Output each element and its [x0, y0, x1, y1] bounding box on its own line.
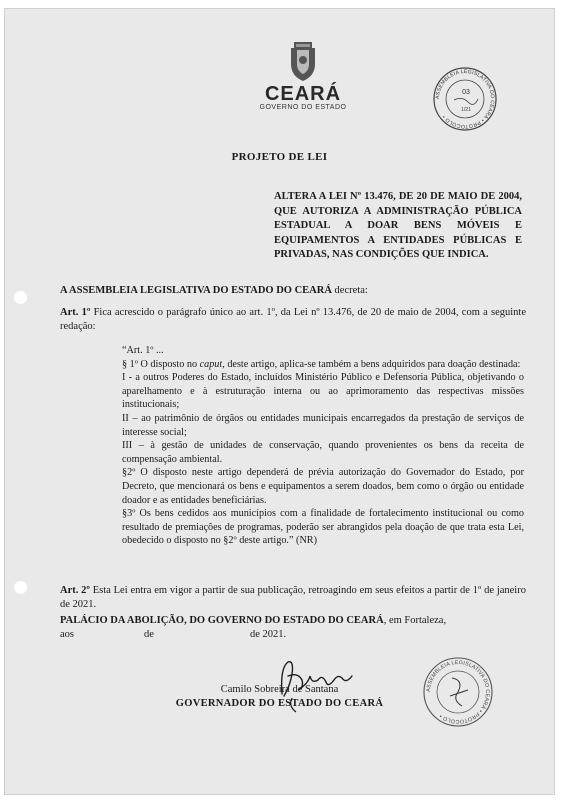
paragraph-3: §3º Os bens cedidos aos municípios com a finalidade de fortalecimento institucional ou como resultado de premiações de programas, poderão ser abrangidos pela doação de que trata esta Lei, obedecido o disposto no §2º deste artigo.” (NR) — [122, 508, 524, 547]
closing-bold: PALÁCIO DA ABOLIÇÃO, DO GOVERNO DO ESTADO DO CEARÁ — [60, 615, 384, 626]
svg-text:ASSEMBLEIA LEGISLATIVA DO CEAR — [435, 69, 495, 129]
article-1-text: Fica acrescido o parágrafo único ao art. 1º, da Lei nº 13.476, de 20 de maio de 2004, com a seguinte redação: — [60, 307, 526, 332]
closing — [60, 614, 526, 628]
stamp-year-mark: 1/21 — [461, 107, 471, 113]
article-2-text: Esta Lei entra em vigor a partir de sua publicação, retroagindo em seus efeitos a partir de 1º de janeiro de 2021. — [60, 585, 526, 610]
logo-name: CEARÁ — [264, 83, 342, 105]
punch-hole — [14, 581, 27, 594]
paragraph-1-b: , deste artigo, aplica-se também a bens adquiridos para doação destinada: — [222, 358, 521, 370]
article-1-label: Art. 1º — [60, 307, 91, 318]
paragraph-1-a: § 1º O disposto no — [122, 358, 200, 370]
paragraph-1-italic: caput — [199, 358, 223, 370]
preamble-rest: decreta: — [331, 285, 368, 296]
punch-hole — [14, 291, 27, 304]
logo-subtitle: GOVERNO DO ESTADO — [259, 104, 347, 111]
quoted-amendment — [122, 344, 524, 548]
article-2-label: Art. 2º — [60, 585, 90, 596]
stamp-bottom-ring-text: ASSEMBLEIA LEGISLATIVA DO CEARÁ • PROTOCOLO • — [425, 659, 491, 725]
ceara-logo — [258, 38, 348, 111]
ementa: ALTERA A LEI Nº 13.476, DE 20 DE MAIO DE 2004, QUE AUTORIZA A ADMINISTRAÇÃO PÚBLICA ESTADUAL A DOAR BENS MÓVEIS E EQUIPAMENTOS A ENTIDADES PÚBLICAS E PRIVADAS, NAS CONDIÇÕES QUE INDICA. — [274, 191, 522, 260]
item-1: I - a outros Poderes do Estado, incluídos Ministério Público e Defensoria Pública, objetivando o aparelhamento e à estruturação interna ou ao aprimoramento das respectivas missões institucionais; — [122, 372, 524, 411]
coat-of-arms-icon — [288, 38, 318, 82]
protocol-stamp-top — [432, 66, 498, 132]
stamp-ring-text: ASSEMBLEIA LEGISLATIVA DO CEARÁ • PROTOCOLO • — [434, 68, 496, 130]
signatory-role: GOVERNADOR DO ESTADO DO CEARÁ — [175, 698, 384, 709]
preamble-bold: A ASSEMBLEIA LEGISLATIVA DO ESTADO DO CEARÁ — [60, 285, 332, 296]
stamp-number: 03 — [462, 89, 470, 96]
signatory-name: Camilo Sobreira de Santana — [220, 684, 339, 695]
preamble — [60, 284, 524, 298]
closing-rest: , em Fortaleza, — [383, 615, 447, 626]
document-title: PROJETO DE LEI — [231, 151, 328, 163]
paragraph-1 — [122, 358, 524, 372]
protocol-stamp-bottom — [422, 656, 494, 728]
document-page — [4, 8, 555, 795]
closing-year: de 2021. — [250, 629, 287, 640]
closing-aos: aos — [60, 629, 74, 640]
article-1 — [60, 306, 526, 334]
quote-open: “Art. 1º ... — [122, 345, 164, 356]
article-2 — [60, 584, 526, 612]
item-3: III – à gestão de unidades de conservação, quando provenientes os bens da receita de compensação ambiental. — [122, 440, 524, 465]
paragraph-2: §2º O disposto neste artigo dependerá de prévia autorização do Governador do Estado, por Decreto, que mencionará os bens e equipamentos a serem doados, bem como o órgão ou entidade doador e as entidades beneficiárias. — [122, 467, 524, 506]
item-2: II – ao patrimônio de órgãos ou entidades municipais encarregados da prestação de serviços de interesse social; — [122, 412, 524, 438]
closing-de: de — [144, 629, 154, 640]
